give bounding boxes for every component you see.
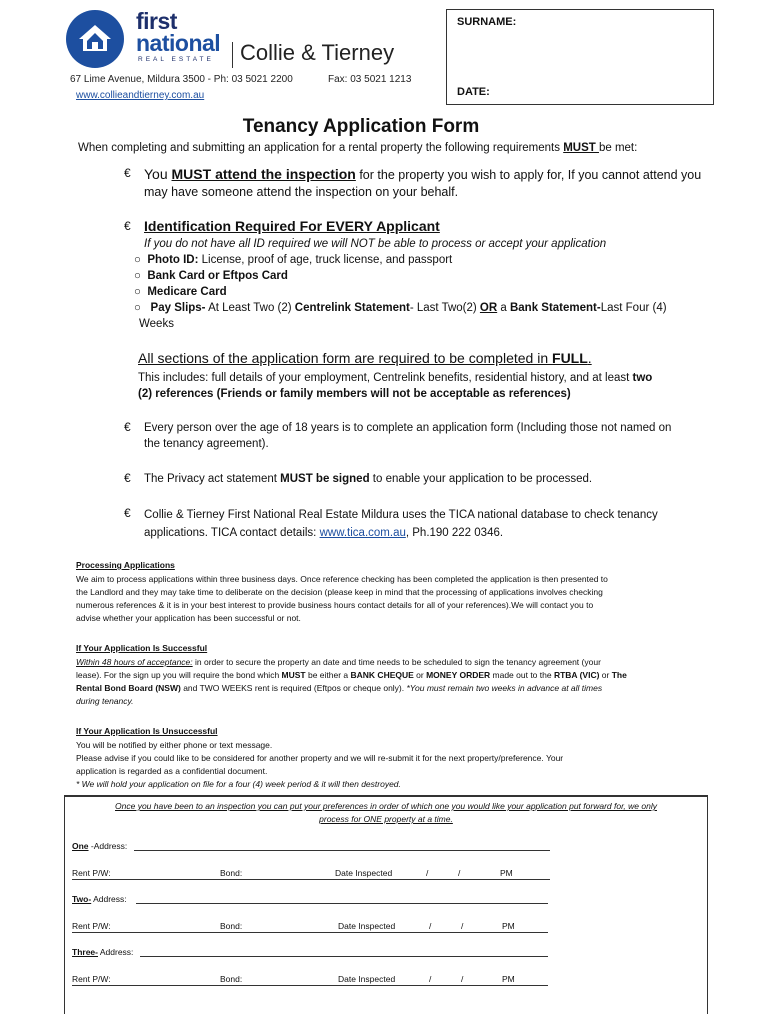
id-item-photo: ○ Photo ID: License, proof of age, truck license, and passport [134,254,453,266]
office-fax: Fax: 03 5021 1213 [328,74,412,85]
pref-three-rent: Rent P/W: [72,974,111,984]
id-heading: Identification Required For EVERY Applicant [144,218,440,234]
office-address: 67 Lime Avenue, Mildura 3500 - Ph: 03 5021 2200 [70,74,293,85]
circle-icon: ○ [134,270,141,282]
pref-two-pm: PM [502,921,515,931]
pref-three-bond: Bond: [220,974,243,984]
pref-two-slash1: / [429,921,432,931]
pref-two-slash2: / [461,921,464,931]
logo-mark [66,10,124,68]
pref-one-slash2: / [458,868,461,878]
req-privacy: The Privacy act statement MUST be signed to enable your application to be processed. [144,473,593,485]
pref-one-slash1: / [426,868,429,878]
full-section-body: This includes: full details of your employment, Centrelink benefits, residential history, and at least two (2) references (Friends or family members will not be acceptable as references) [138,372,653,400]
website-link[interactable]: www.collieandtierney.com.au [76,90,205,101]
page-title: Tenancy Application Form [242,116,480,137]
pref-three-details-field[interactable] [72,985,548,986]
surname-label: SURNAME: [457,16,517,28]
bullet-icon: € [124,219,131,233]
surname-date-box [446,9,714,105]
preferences-note: Once you have been to an inspection you can put your preferences in order of which one you would like your application put forward for, we only process for ONE property at a time. [115,801,657,824]
pref-one-rent: Rent P/W: [72,868,111,878]
pref-one-details-field[interactable] [72,879,550,880]
unsuccessful-body: You will be notified by either phone or text message. Please advise if you could like to be considered for another property and we will re-submit it for the next property/preference. Your application is regarded as a confidential document. * We will hold your application on file for a four (4) week period & it will then destroyed. [76,740,564,789]
bullet-icon: € [124,471,131,485]
pref-one-pm: PM [500,868,513,878]
circle-icon: ○ [134,302,141,314]
logo-divider [232,42,233,68]
id-item-medicare: ○ Medicare Card [134,286,227,298]
id-note: If you do not have all ID required we will NOT be able to process or accept your application [144,238,607,250]
id-item-payslips: ○ Pay Slips- At Least Two (2) Centrelink Statement- Last Two(2) OR a Bank Statement-Last Four (4) [134,302,667,314]
pref-two-address-label: Two- Address: [72,894,127,904]
id-item-bankcard: ○ Bank Card or Eftpos Card [134,270,288,282]
pref-two-details-field[interactable] [72,932,548,933]
req-attend-inspection: You MUST attend the inspection for the property you wish to apply for, If you cannot attend you may have someone attend the inspection on your behalf. [144,166,702,199]
pref-two-bond: Bond: [220,921,243,931]
pref-three-slash2: / [461,974,464,984]
office-name: Collie & Tierney [240,40,395,65]
successful-heading: If Your Application Is Successful [76,643,208,653]
bullet-icon: € [124,506,131,520]
brand-tagline: REAL ESTATE [138,56,214,63]
req-tica: Collie & Tierney First National Real Estate Mildura uses the TICA national database to check tenancy applications. TICA contact details: www.tica.com.au, Ph.190 222 0346. [144,509,658,539]
date-label: DATE: [457,86,490,98]
pref-two-rent: Rent P/W: [72,921,111,931]
pref-three-slash1: / [429,974,432,984]
pref-one-date: Date Inspected [335,868,393,878]
processing-heading: Processing Applications [76,560,175,570]
pref-three-pm: PM [502,974,515,984]
processing-body: We aim to process applications within three business days. Once reference checking has been completed the application is then presented to the Landlord and they may take time to deliberate on the decision (please keep in mind that the processing of applications involves checking numerous references & it is in your best interest to provide business hours contact details for all of your references).We will contact you to advise whether your application has been successful or not. [76,574,608,623]
pref-one-bond: Bond: [220,868,243,878]
pref-two-date: Date Inspected [338,921,396,931]
brand-first: first [136,8,177,34]
pref-three-address-field[interactable] [140,956,548,957]
circle-icon: ○ [134,286,141,298]
unsuccessful-heading: If Your Application Is Unsuccessful [76,726,218,736]
bullet-icon: € [124,166,131,180]
bullet-icon: € [124,420,131,434]
pref-two-address-field[interactable] [136,903,548,904]
pref-three-address-label: Three- Address: [72,947,134,957]
brand-national: national [136,30,221,56]
pref-one-address-field[interactable] [134,850,550,851]
id-item-payslips-weeks: Weeks [139,318,174,330]
pref-three-date: Date Inspected [338,974,396,984]
tica-link[interactable]: www.tica.com.au [319,527,406,539]
full-section-heading: All sections of the application form are required to be completed in FULL. [138,350,592,366]
circle-icon: ○ [134,254,141,266]
house-icon [77,23,113,53]
pref-one-address-label: One -Address: [72,841,128,851]
req-every-person: Every person over the age of 18 years is to complete an application form (Including those not named on the tenancy agreement). [144,422,672,450]
intro-text: When completing and submitting an application for a rental property the following requirements MUST be met: [78,142,638,154]
successful-body: Within 48 hours of acceptance: in order to secure the property an date and time needs to be scheduled to sign the tenancy agreement (your lease). For the sign up you will require the bond which MUST be either a BANK CHEQUE or MONEY ORDER made out to the RTBA (VIC) or The Rental Bond Board (NSW) and TWO WEEKS rent is required (Eftpos or cheque only). *You must remain two weeks in advance at all times during tenancy. [76,657,627,706]
